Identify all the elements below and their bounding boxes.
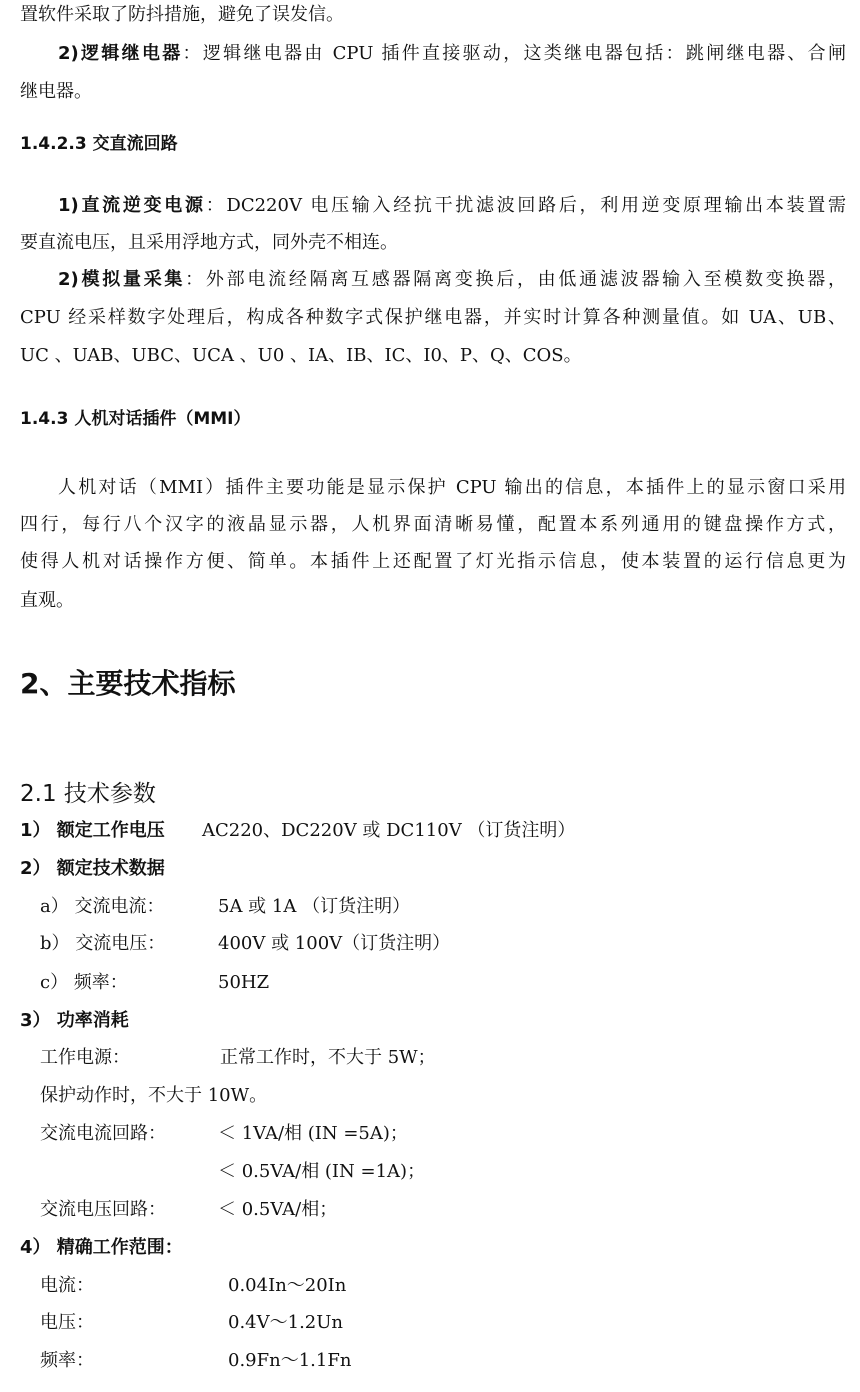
spec-item — [40, 1046, 436, 1070]
term-label: 1)直流逆变电源 — [58, 195, 206, 216]
spec-item — [40, 1198, 338, 1222]
paragraph-line: 四行，每行八个汉字的液晶显示器，人机界面清晰易懂，配置本系列通用的键盘操作方式， — [20, 514, 846, 535]
spec-label: 频率： — [40, 1350, 94, 1371]
spec-value: ＜ 1VA/相 (IN =5A)； — [218, 1123, 408, 1144]
spec-label: 交流电压回路： — [40, 1199, 166, 1220]
spec-label: b） 交流电压： — [40, 933, 166, 954]
paragraph-line: CPU 经采样数字处理后，构成各种数字式保护继电器，并实时计算各种测量值。如 UA、UB、 — [20, 307, 846, 328]
paragraph-text: ：DC220V 电压输入经抗干扰滤波回路后，利用逆变原理输出本装置需 — [205, 195, 846, 216]
spec-value: ＜ 0.5VA/相； — [218, 1199, 338, 1220]
spec-item: 保护动作时，不大于 10W。 — [40, 1085, 268, 1106]
paragraph-line: 继电器。 — [20, 81, 92, 102]
spec-value: 50HZ — [218, 972, 270, 993]
section-heading: 1.4.2.3 交直流回路 — [20, 134, 178, 154]
spec-label: 电压： — [40, 1312, 94, 1333]
paragraph-line — [58, 42, 846, 66]
spec-value: 0.04In～20In — [228, 1275, 347, 1296]
spec-value: AC220、DC220V 或 DC110V （订货注明） — [202, 820, 576, 841]
paragraph-text: ：外部电流经隔离互感器隔离变换后，由低通滤波器输入至模数变换器， — [185, 269, 846, 290]
paragraph-line: 人机对话（MMI）插件主要功能是显示保护 CPU 输出的信息，本插件上的显示窗口采用 — [58, 477, 846, 498]
subsection-title: 2.1 技术参数 — [20, 781, 156, 807]
spec-label: 电流： — [40, 1275, 94, 1296]
spec-label: 工作电源： — [40, 1047, 130, 1068]
spec-value: 0.9Fn～1.1Fn — [228, 1350, 352, 1371]
spec-item — [20, 819, 576, 843]
spec-value: 400V 或 100V（订货注明） — [218, 933, 451, 954]
paragraph-line — [58, 194, 846, 218]
paragraph-text: ：逻辑继电器由 CPU 插件直接驱动，这类继电器包括：跳闸继电器、合闸 — [182, 43, 846, 64]
paragraph-line — [58, 268, 846, 292]
term-label: 2)模拟量采集 — [58, 269, 186, 290]
spec-value: 正常工作时，不大于 5W； — [220, 1047, 436, 1068]
spec-item — [40, 932, 451, 956]
paragraph-line: 置软件采取了防抖措施，避免了误发信。 — [20, 4, 344, 25]
spec-label: 交流电流回路： — [40, 1123, 166, 1144]
spec-item — [40, 1274, 347, 1298]
spec-item — [40, 895, 411, 919]
paragraph-line: UC 、UAB、UBC、UCA 、U0 、IA、IB、IC、I0、P、Q、COS。 — [20, 345, 582, 366]
spec-item — [40, 971, 270, 995]
spec-heading: 4） 精确工作范围： — [20, 1237, 183, 1258]
paragraph-line: 要直流电压，且采用浮地方式，同外壳不相连。 — [20, 232, 398, 253]
spec-item — [40, 1122, 408, 1146]
spec-heading: 3） 功率消耗 — [20, 1010, 129, 1031]
term-label: 2)逻辑继电器 — [58, 43, 183, 64]
paragraph-line: 直观。 — [20, 590, 74, 611]
spec-item — [40, 1349, 352, 1373]
spec-value: 5A 或 1A （订货注明） — [218, 896, 411, 917]
spec-heading: 2） 额定技术数据 — [20, 858, 165, 879]
spec-label: c） 频率： — [40, 972, 128, 993]
section-heading: 1.4.3 人机对话插件（MMI） — [20, 409, 251, 429]
paragraph-line: 使得人机对话操作方便、简单。本插件上还配置了灯光指示信息，使本装置的运行信息更为 — [20, 551, 846, 572]
spec-value: ＜ 0.5VA/相 (IN =1A)； — [218, 1161, 426, 1182]
chapter-title: 2、主要技术指标 — [20, 667, 236, 700]
spec-label: 1） 额定工作电压 — [20, 820, 165, 841]
spec-value: 0.4V～1.2Un — [228, 1312, 344, 1333]
spec-item — [40, 1311, 344, 1335]
spec-label: a） 交流电流： — [40, 896, 165, 917]
